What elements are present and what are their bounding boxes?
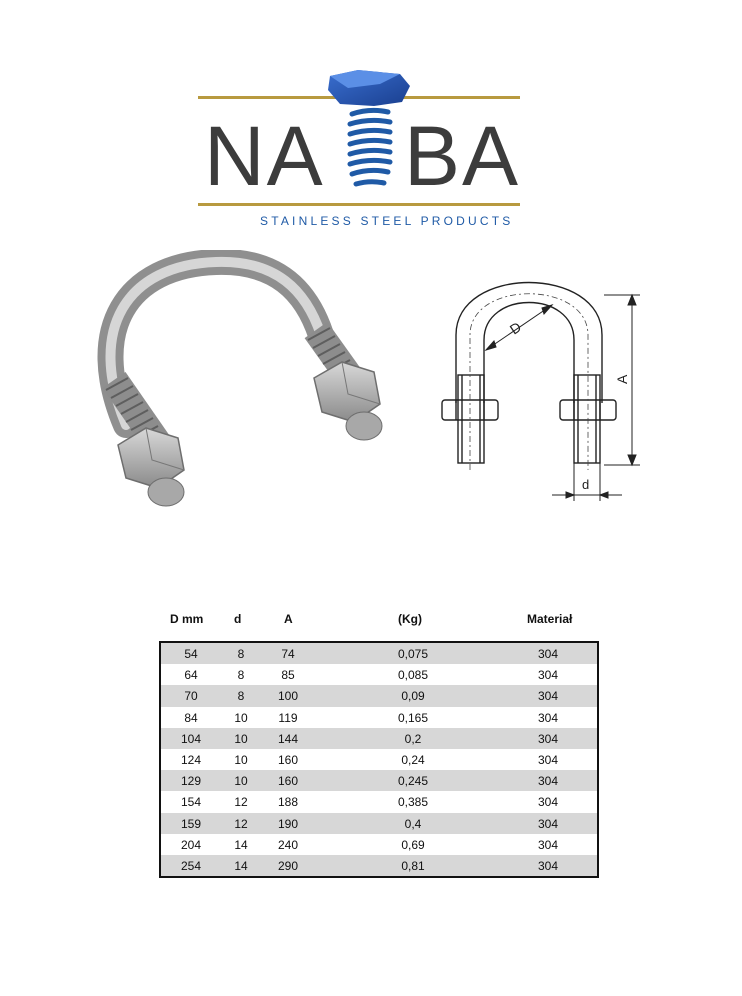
brand-logo: [198, 64, 523, 234]
spec-table: [159, 641, 599, 878]
cell-kg: 0,4: [404, 816, 422, 831]
table-headers: [160, 612, 600, 632]
cell-d: 8: [237, 689, 245, 704]
u-bolt-diagram: [432, 255, 652, 515]
cell-d: 10: [234, 753, 248, 767]
logo-subtitle: STAINLESS STEEL PRODUCTS: [260, 214, 514, 228]
table-row: [161, 749, 597, 770]
cell-a: 188: [277, 795, 299, 810]
table-row: [161, 643, 597, 664]
header-d: d: [234, 612, 242, 626]
cell-kg: 0,69: [401, 837, 425, 852]
cell-d-mm: 154: [180, 795, 202, 810]
bolt-icon: [318, 66, 414, 196]
logo-text-right: BA: [404, 109, 521, 203]
table-row: [161, 707, 597, 728]
cell-a: 190: [277, 816, 299, 831]
cell-material: 304: [537, 668, 559, 683]
cell-kg: 0,81: [401, 859, 425, 873]
cell-d-mm: 159: [180, 816, 202, 831]
cell-d: 14: [234, 837, 248, 852]
cell-kg: 0,385: [397, 795, 429, 810]
label-d: d: [582, 477, 590, 492]
label-A: A: [614, 374, 630, 384]
cell-material: 304: [537, 731, 559, 746]
header-material: Materiał: [527, 612, 573, 626]
cell-d-mm: 124: [180, 753, 202, 767]
table-row: [161, 791, 597, 812]
cell-kg: 0,085: [397, 668, 429, 683]
cell-material: 304: [537, 774, 559, 789]
table-row: [161, 664, 597, 685]
cell-kg: 0,24: [401, 753, 425, 767]
cell-material: 304: [537, 837, 559, 852]
cell-material: 304: [537, 859, 559, 873]
cell-material: 304: [537, 753, 559, 767]
cell-d: 8: [237, 668, 245, 683]
logo-gold-line-bottom: [198, 203, 520, 206]
cell-d: 10: [234, 774, 248, 789]
cell-a: 160: [277, 774, 299, 789]
cell-d-mm: 204: [180, 837, 202, 852]
cell-a: 240: [277, 837, 299, 852]
table-row: [161, 685, 597, 706]
cell-d-mm: 129: [180, 774, 202, 789]
table-row: [161, 855, 597, 876]
cell-d: 12: [234, 816, 248, 831]
logo-text-left: NA: [204, 109, 325, 203]
cell-material: 304: [537, 647, 559, 661]
cell-d-mm: 254: [180, 859, 202, 873]
cell-material: 304: [537, 816, 559, 831]
cell-kg: 0,09: [401, 689, 425, 704]
cell-d-mm: 64: [184, 668, 198, 683]
header-kg: (Kg): [398, 612, 422, 626]
u-bolt-photo: [66, 250, 406, 535]
cell-kg: 0,165: [397, 710, 429, 725]
cell-kg: 0,2: [404, 731, 422, 746]
cell-d: 10: [234, 710, 248, 725]
cell-kg: 0,075: [397, 647, 429, 661]
cell-a: 290: [277, 859, 299, 873]
cell-kg: 0,245: [397, 774, 429, 789]
cell-d: 12: [234, 795, 248, 810]
cell-d-mm: 70: [184, 689, 198, 704]
cell-material: 304: [537, 710, 559, 725]
header-a: A: [284, 612, 293, 626]
cell-material: 304: [537, 689, 559, 704]
label-D: D: [506, 318, 525, 338]
cell-a: 144: [277, 731, 299, 746]
cell-d: 8: [237, 647, 245, 661]
cell-a: 74: [281, 647, 295, 661]
cell-d-mm: 54: [184, 647, 198, 661]
table-row: [161, 813, 597, 834]
table-row: [161, 728, 597, 749]
cell-d: 14: [234, 859, 248, 873]
cell-material: 304: [537, 795, 559, 810]
table-row: [161, 770, 597, 791]
cell-a: 85: [281, 668, 295, 683]
cell-d-mm: 84: [184, 710, 198, 725]
cell-a: 119: [278, 710, 298, 725]
header-d-mm: D mm: [170, 612, 204, 626]
cell-a: 160: [277, 753, 299, 767]
table-row: [161, 834, 597, 855]
cell-d-mm: 104: [180, 731, 202, 746]
cell-d: 10: [234, 731, 248, 746]
cell-a: 100: [277, 689, 299, 704]
